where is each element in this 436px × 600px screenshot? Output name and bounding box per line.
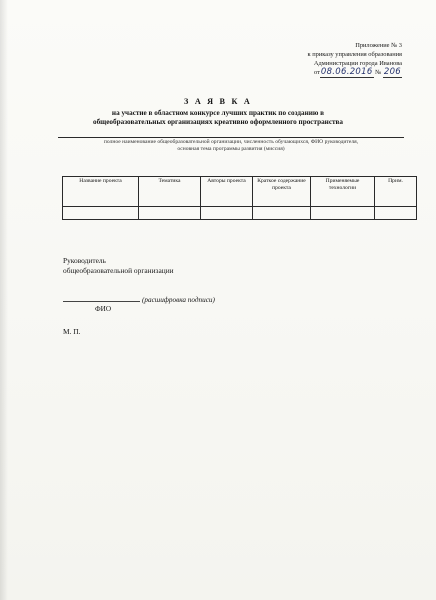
appendix-date-line — [308, 68, 402, 78]
caption-line1: полное наименование общеобразовательной организации, численность обучающихся, ФИО руководителя, — [103, 139, 359, 145]
appendix-line1: Приложение № 3 — [355, 42, 402, 49]
stamp-label: М. П. — [63, 327, 81, 336]
date-prefix: от — [313, 69, 320, 77]
header-summary: Краткое содержание проекта — [253, 177, 311, 207]
title-block — [40, 97, 396, 127]
handwritten-number: 206 — [383, 67, 401, 78]
header-topic: Тематика — [139, 177, 201, 207]
signer-line1: Руководитель — [63, 256, 106, 265]
table-cell — [253, 207, 311, 220]
handwritten-date: 08.06.2016 — [320, 67, 373, 78]
caption-line2: основная тема программы развития (миссия) — [177, 146, 285, 153]
signer-block — [63, 256, 174, 275]
signature-caption: (расшифровка подписи) — [142, 296, 215, 304]
appendix-header — [308, 42, 402, 78]
table-header-row — [63, 177, 417, 207]
appendix-line2: к приказу управления образования — [307, 50, 402, 58]
table-cell — [201, 207, 253, 220]
organization-fill-line — [58, 137, 404, 138]
header-notes: Прим. — [375, 177, 417, 207]
table-cell — [311, 207, 375, 220]
number-prefix: № — [375, 69, 382, 77]
header-authors: Авторы проекта — [201, 177, 253, 207]
header-technologies: Применяемые технологии — [311, 177, 375, 207]
subtitle-line2: общеобразовательных организациях креативно оформленного пространства — [92, 118, 344, 126]
table-cell — [375, 207, 417, 220]
organization-caption — [58, 139, 404, 153]
subtitle-line1: на участие в областном конкурсе лучших практик по созданию в — [111, 109, 325, 117]
table-cell — [139, 207, 201, 220]
scan-edge — [0, 0, 8, 600]
signature-line — [63, 301, 140, 302]
signer-line2: общеобразовательной организации — [63, 265, 174, 275]
projects-table — [62, 176, 417, 220]
table-row — [63, 207, 417, 220]
table-cell — [63, 207, 139, 220]
appendix-line3: Администрации города Иванова — [313, 59, 402, 67]
header-project-name: Название проекта — [63, 177, 139, 207]
document-title: З А Я В К А — [184, 97, 252, 106]
fio-label: ФИО — [95, 305, 112, 313]
